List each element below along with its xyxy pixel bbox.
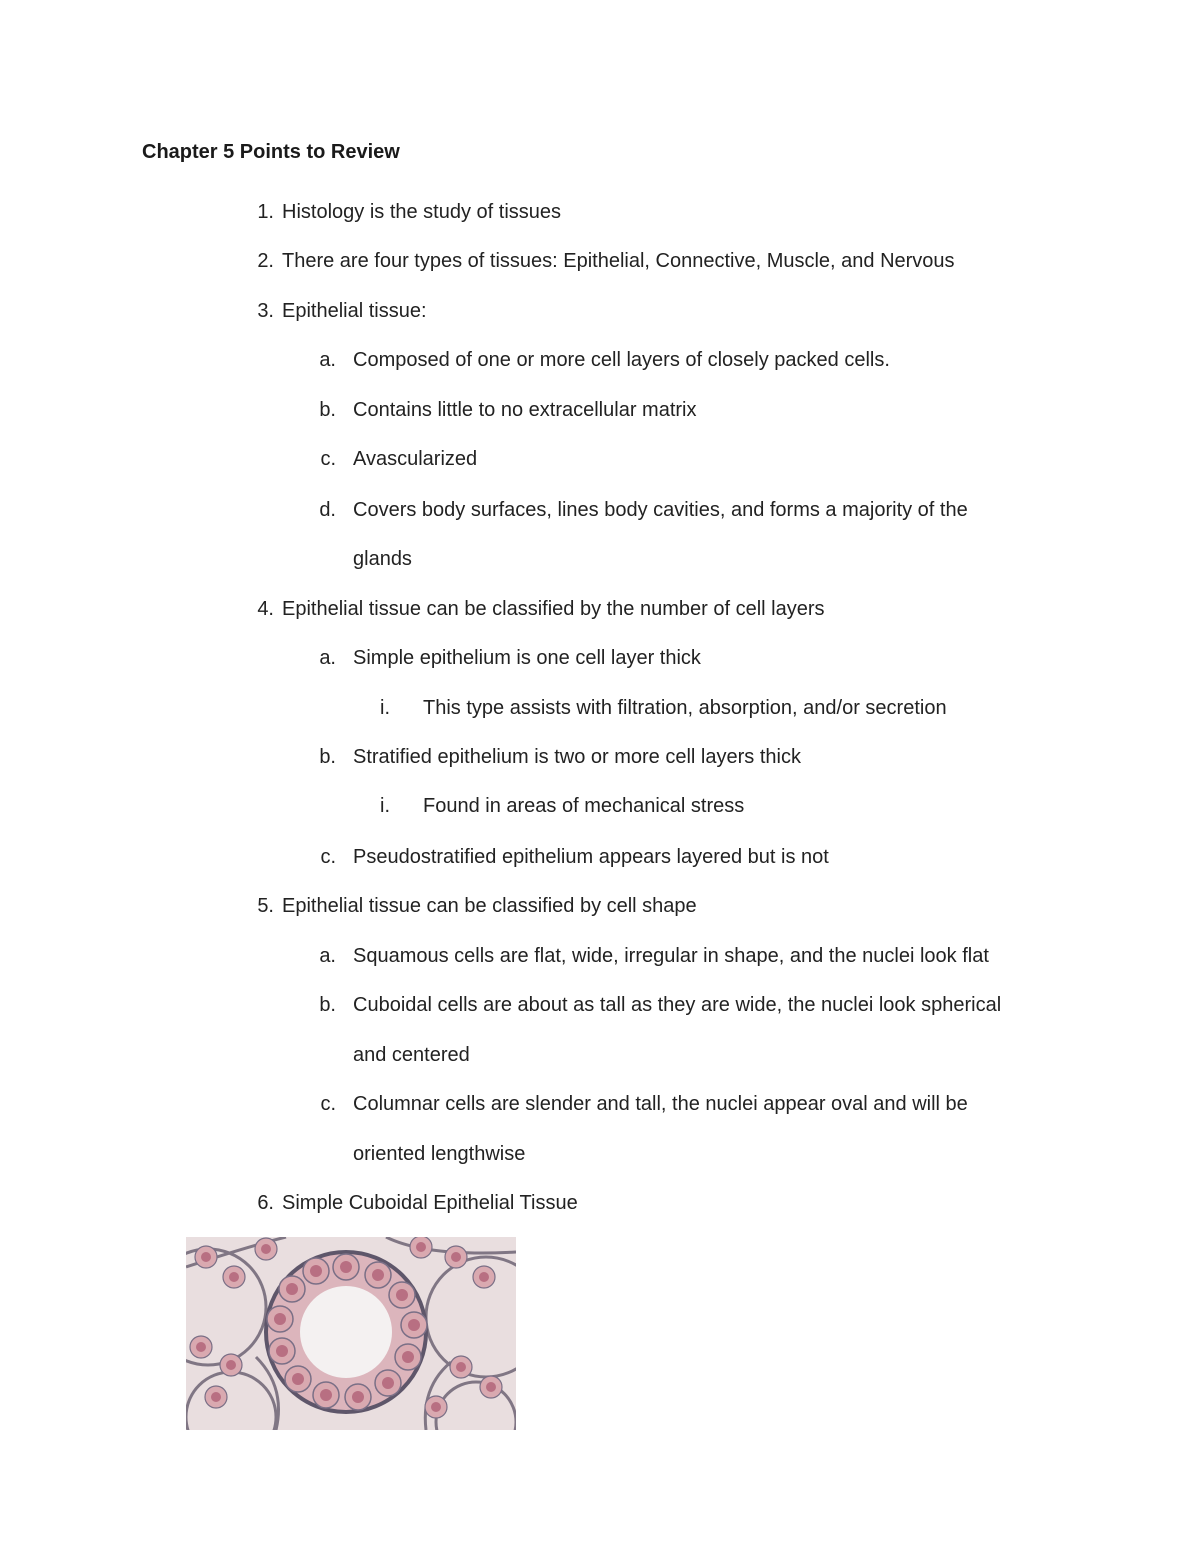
list-item-text: Contains little to no extracellular matrix (353, 399, 697, 421)
list-item-text: There are four types of tissues: Epithelial, Connective, Muscle, and Nervous (282, 250, 955, 272)
list-marker: 4. (257, 598, 274, 620)
list-marker: 3. (257, 300, 274, 322)
list-marker: b. (319, 994, 336, 1016)
micrograph-icon (186, 1237, 516, 1430)
list-marker: b. (319, 399, 336, 421)
list-item-text: Found in areas of mechanical stress (423, 795, 745, 817)
list-item-text: Simple Cuboidal Epithelial Tissue (282, 1192, 578, 1214)
list-marker: a. (319, 647, 336, 669)
list-marker: a. (319, 945, 336, 967)
list-item-text: This type assists with filtration, absorption, and/or secretion (423, 697, 947, 719)
list-marker: b. (319, 746, 336, 768)
list-item-text: Columnar cells are slender and tall, the nuclei appear oval and will be (353, 1093, 968, 1115)
list-marker: d. (319, 499, 336, 521)
list-item-text: Simple epithelium is one cell layer thick (353, 647, 701, 669)
list-item-continuation: and centered (353, 1044, 470, 1066)
list-marker: 1. (257, 201, 274, 223)
list-marker: 5. (257, 895, 274, 917)
list-marker: c. (320, 1093, 336, 1115)
list-item-text: Stratified epithelium is two or more cell layers thick (353, 746, 801, 768)
list-item-text: Epithelial tissue: (282, 300, 427, 322)
list-item-text: Avascularized (353, 448, 478, 470)
list-item-text: Cuboidal cells are about as tall as they are wide, the nuclei look spherical (353, 994, 1002, 1016)
list-item-text: Epithelial tissue can be classified by the number of cell layers (282, 598, 825, 620)
list-marker: 6. (257, 1192, 274, 1214)
list-item-text: Squamous cells are flat, wide, irregular in shape, and the nuclei look flat (353, 945, 989, 967)
list-item-continuation: oriented lengthwise (353, 1143, 526, 1165)
list-marker: i. (380, 697, 390, 719)
list-item-text: Composed of one or more cell layers of closely packed cells. (353, 349, 890, 371)
page-title: Chapter 5 Points to Review (142, 141, 400, 163)
list-marker: i. (380, 795, 390, 817)
list-item-continuation: glands (353, 548, 412, 570)
list-item-text: Histology is the study of tissues (282, 201, 562, 223)
list-marker: 2. (257, 250, 274, 272)
list-item-text: Pseudostratified epithelium appears layered but is not (353, 846, 829, 868)
list-marker: a. (319, 349, 336, 371)
list-item-text: Covers body surfaces, lines body cavities, and forms a majority of the (353, 499, 968, 521)
list-marker: c. (320, 448, 336, 470)
list-item-text: Epithelial tissue can be classified by cell shape (282, 895, 697, 917)
list-marker: c. (320, 846, 336, 868)
